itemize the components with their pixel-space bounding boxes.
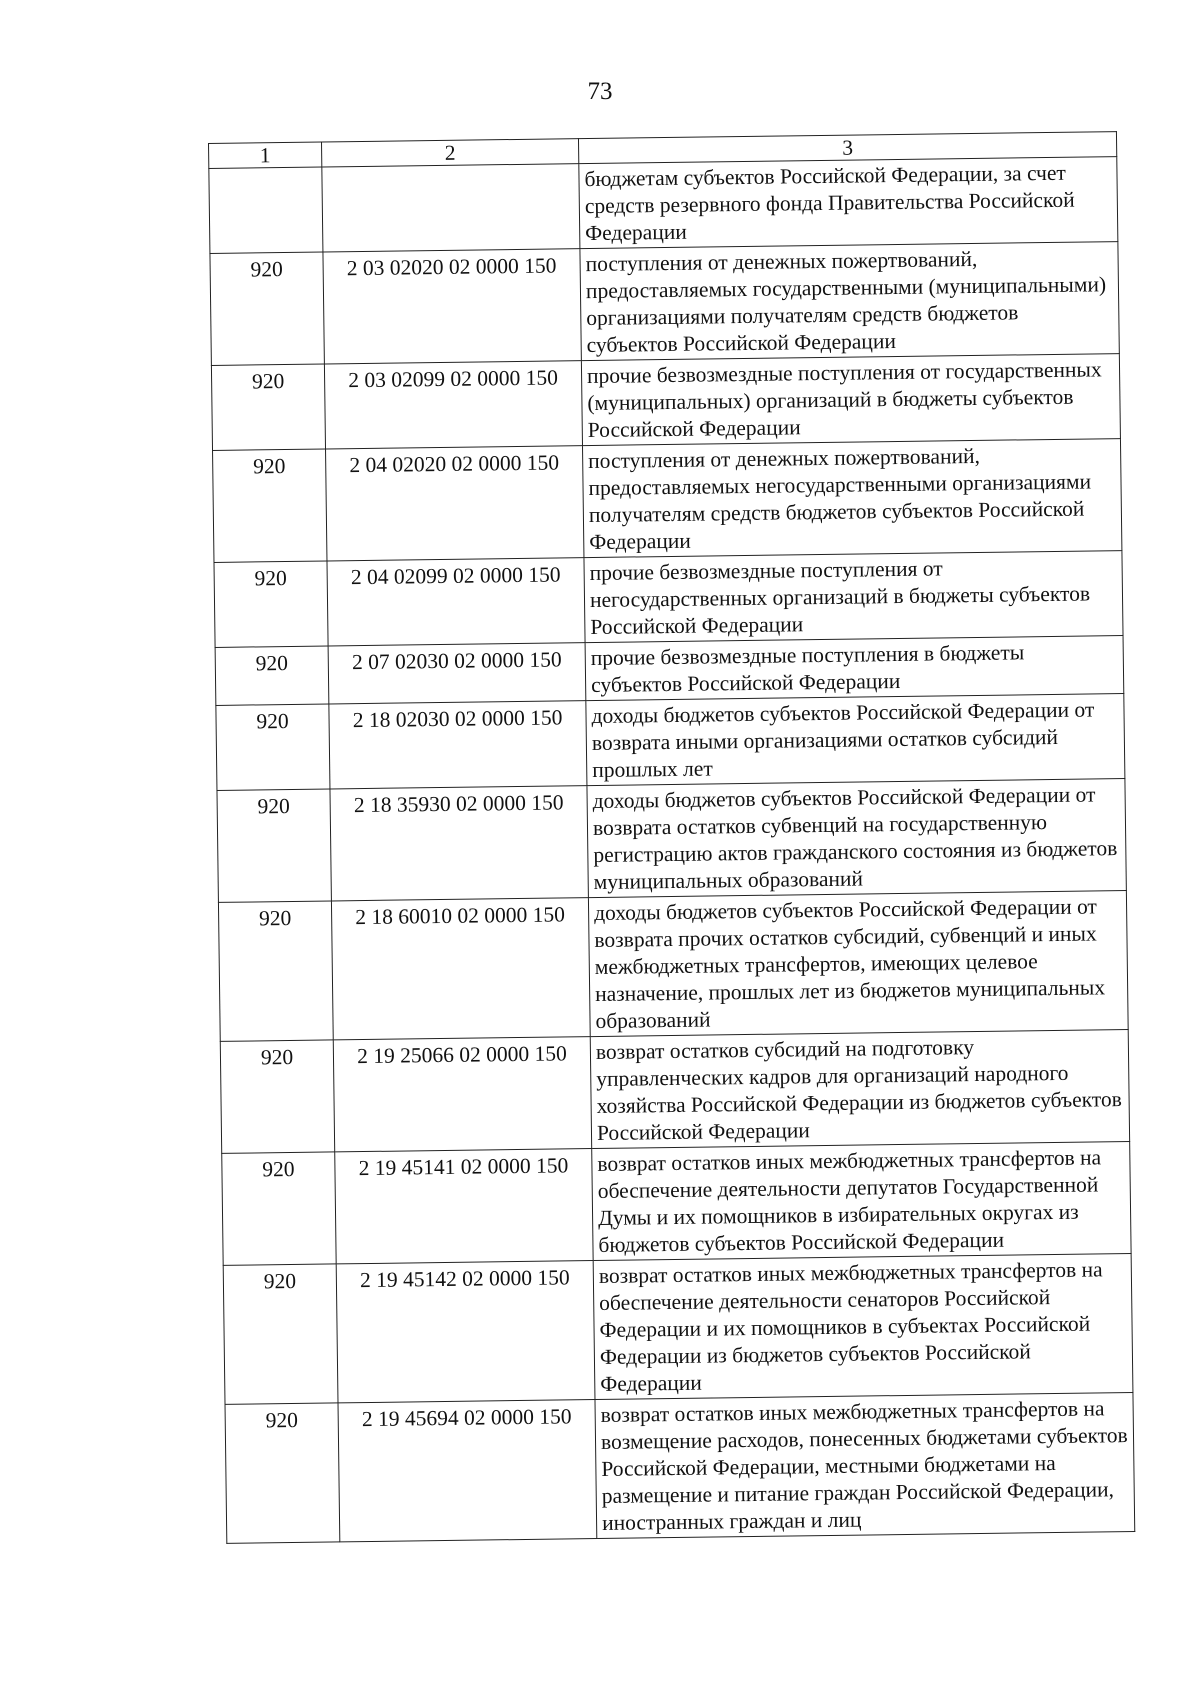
- table-row: [218, 891, 1128, 1042]
- budget-code-cell: 2 18 35930 02 0000 150: [330, 786, 588, 901]
- budget-code-cell: 2 04 02020 02 0000 150: [326, 446, 584, 561]
- description-cell: прочие безвозмездные поступления от государственных (муниципальных) организаций в бюджеты субъектов Российской Федерации: [581, 354, 1120, 446]
- description-cell: поступления от денежных пожертвований, предоставляемых государственными (муниципальными) организациями получателям средств бюджетов субъектов Российской Федерации: [580, 242, 1119, 361]
- admin-code-cell: 920: [223, 1264, 338, 1404]
- description-cell: возврат остатков иных межбюджетных трансфертов на возмещение расходов, понесенных бюджетами субъектов Российской Федерации, местными бюджетами на размещение и питание граждан Российской Федерации, иностранных граждан и лиц: [595, 1393, 1135, 1539]
- admin-code-cell: 920: [211, 364, 325, 450]
- description-cell: доходы бюджетов субъектов Российской Федерации от возврата прочих остатков субсидий, субвенций и иных межбюджетных трансфертов, имеющих целевое назначение, прошлых лет из бюджетов муниципальных образований: [588, 891, 1128, 1037]
- budget-code-cell: [322, 164, 580, 252]
- budget-code-cell: 2 03 02099 02 0000 150: [324, 361, 582, 449]
- description-cell: прочие безвозмездные поступления в бюджеты субъектов Российской Федерации: [585, 636, 1124, 701]
- budget-code-cell: 2 19 45142 02 0000 150: [336, 1261, 595, 1403]
- description-cell: поступления от денежных пожертвований, предоставляемых негосударственными организациями получателям средств бюджетов субъектов Российской Федерации: [582, 439, 1121, 558]
- column-header-1: 1: [209, 142, 322, 168]
- page-number: 73: [587, 78, 613, 105]
- table-row: [211, 354, 1120, 451]
- table-row: [217, 779, 1126, 903]
- description-cell: бюджетам субъектов Российской Федерации, за счет средств резервного фонда Правительства Российской Федерации: [579, 157, 1118, 249]
- table-row: [220, 1030, 1129, 1154]
- budget-code-cell: 2 07 02030 02 0000 150: [328, 643, 586, 704]
- table-row: [225, 1393, 1135, 1544]
- description-cell: возврат остатков иных межбюджетных трансфертов на обеспечение деятельности депутатов Государственной Думы и их помощников в избирательных округах из бюджетов субъектов Российской Федерации: [592, 1142, 1131, 1261]
- admin-code-cell: 920: [225, 1403, 340, 1543]
- table-row: [209, 157, 1118, 254]
- budget-code-cell: 2 18 02030 02 0000 150: [329, 701, 587, 789]
- budget-code-cell: 2 19 45694 02 0000 150: [338, 1400, 597, 1542]
- admin-code-cell: 920: [218, 901, 333, 1041]
- admin-code-cell: 920: [210, 252, 324, 365]
- revenue-codes-table: [208, 131, 1135, 1544]
- admin-code-cell: [209, 167, 323, 253]
- description-cell: доходы бюджетов субъектов Российской Федерации от возврата остатков субвенций на государственную регистрацию актов гражданского состояния из бюджетов муниципальных образований: [587, 779, 1126, 898]
- admin-code-cell: 920: [220, 1040, 334, 1153]
- admin-code-cell: 920: [217, 789, 331, 902]
- column-header-2: 2: [321, 139, 578, 167]
- table-row: [222, 1142, 1131, 1266]
- budget-code-cell: 2 19 25066 02 0000 150: [333, 1037, 591, 1152]
- admin-code-cell: 920: [215, 646, 329, 705]
- description-cell: доходы бюджетов субъектов Российской Федерации от возврата иными организациями остатков субсидий прошлых лет: [586, 694, 1125, 786]
- admin-code-cell: 920: [222, 1152, 336, 1265]
- budget-code-cell: 2 18 60010 02 0000 150: [331, 898, 590, 1040]
- table-row: [210, 242, 1119, 366]
- column-header-3: 3: [578, 132, 1116, 164]
- description-cell: возврат остатков иных межбюджетных трансфертов на обеспечение деятельности сенаторов Российской Федерации и их помощников в субъектах Российской Федерации из бюджетов субъектов Российской Федерации: [593, 1254, 1133, 1400]
- budget-code-cell: 2 19 45141 02 0000 150: [335, 1149, 593, 1264]
- description-cell: прочие безвозмездные поступления от негосударственных организаций в бюджеты субъектов Российской Федерации: [584, 551, 1123, 643]
- admin-code-cell: 920: [216, 704, 330, 790]
- table-row: [213, 439, 1122, 563]
- admin-code-cell: 920: [213, 449, 327, 562]
- budget-code-cell: 2 04 02099 02 0000 150: [327, 558, 585, 646]
- table-row: [223, 1254, 1133, 1405]
- table-body: [209, 157, 1135, 1544]
- budget-code-cell: 2 03 02020 02 0000 150: [323, 249, 581, 364]
- admin-code-cell: 920: [214, 561, 328, 647]
- table-row: [214, 551, 1123, 648]
- table-row: [216, 694, 1125, 791]
- description-cell: возврат остатков субсидий на подготовку управленческих кадров для организаций народного хозяйства Российской Федерации из бюджетов субъектов Российской Федерации: [590, 1030, 1129, 1149]
